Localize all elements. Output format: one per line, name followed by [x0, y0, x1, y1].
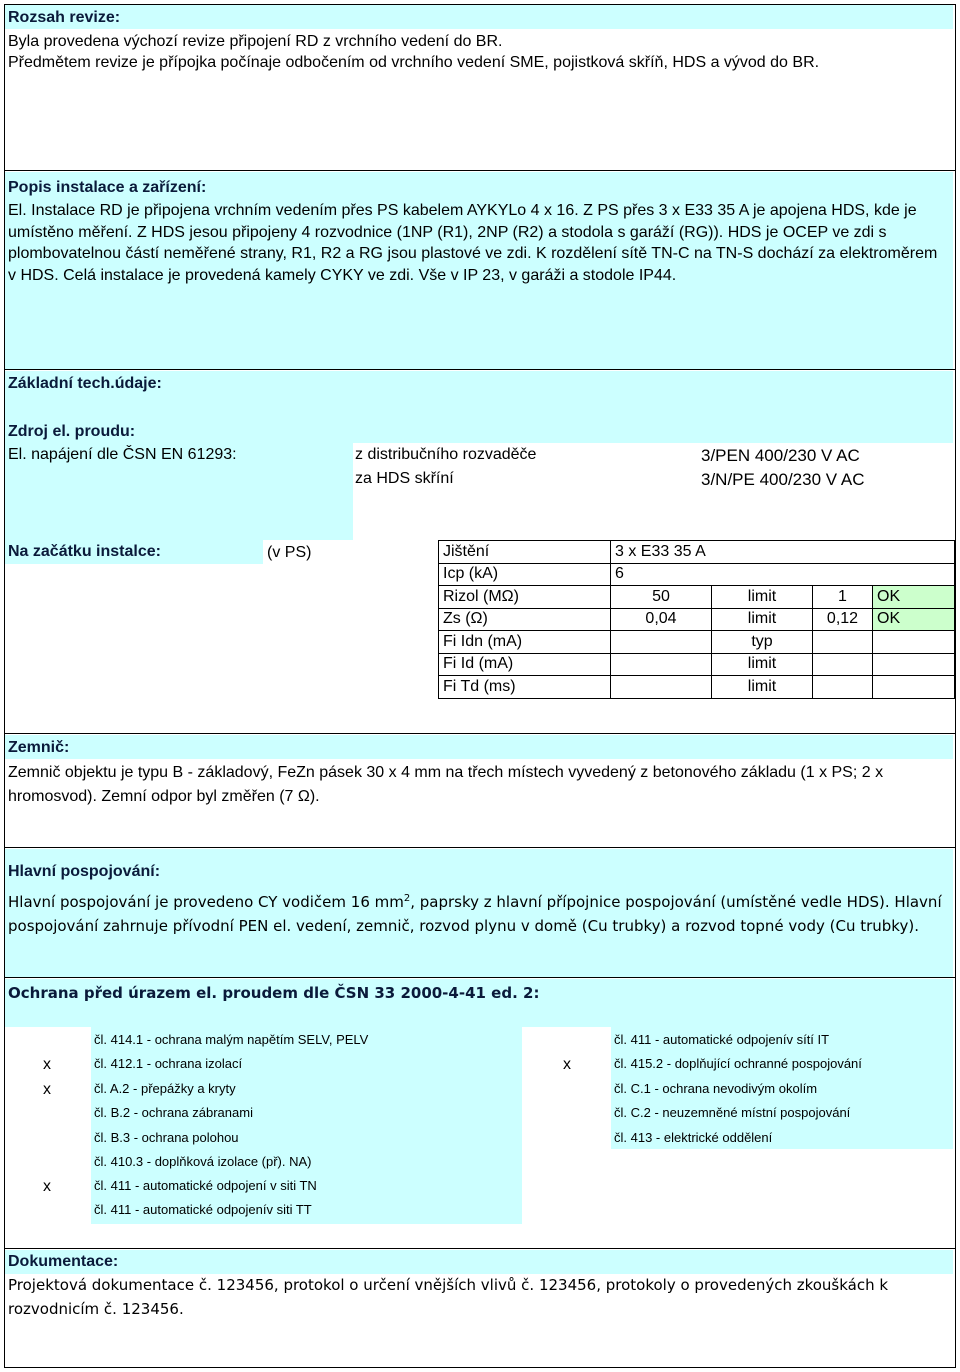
row-label: Fi Td (ms) [439, 676, 611, 699]
table-row [439, 563, 955, 586]
zacatek-heading: Na začátku instalce: [8, 543, 161, 560]
protection-item: čl. C.2 - neuzemněné místní pospojování [614, 1105, 851, 1120]
rozsah-header-band [5, 5, 953, 29]
divider [5, 1248, 955, 1249]
row-value: 0,04 [611, 608, 712, 631]
zdroj-heading: Zdroj el. proudu: [8, 423, 136, 440]
row-result [873, 676, 955, 699]
row-result [873, 631, 955, 654]
table-row [439, 541, 955, 564]
protection-item: čl. 412.1 - ochrana izolací [94, 1056, 243, 1071]
dokumentace-heading: Dokumentace: [8, 1253, 119, 1270]
table-row [439, 653, 955, 676]
row-value [611, 631, 712, 654]
row-label: Rizol (MΩ) [439, 586, 611, 609]
protection-item: čl. B.2 - ochrana zábranami [94, 1105, 253, 1120]
row-result [873, 653, 955, 676]
rozsah-line-2: Předmětem revize je přípojka počínaje odbočením od vrchního vedení SME, pojistková skříň, HDS a vývod do BR. [8, 54, 820, 71]
zemnic-text: Zemnič objektu je typu B - základový, FeZn pásek 30 x 4 mm na třech místech vyvedený z betonového základu (1 x PS; 2 x hromosvod). Zemní odpor byl změřen (7 Ω). [8, 764, 884, 805]
dokumentace-text: Projektová dokumentace č. 123456, protokol o určení vnějších vlivů č. 123456, protokoly o provedených zkouškách k rozvodnicím č. 123456. [8, 1276, 889, 1318]
protection-item: čl. 411 - automatické odpojenív sítí IT [614, 1032, 830, 1047]
pospojovani-sup: 2 [403, 893, 411, 904]
row-value: 6 [611, 563, 955, 586]
system-1: 3/PEN 400/230 V AC [701, 446, 860, 465]
napajeni-label: El. napájení dle ČSN EN 61293: [8, 446, 237, 463]
protection-item: čl. 415.2 - doplňující ochranné pospojování [614, 1056, 862, 1071]
zacatek-location: (v PS) [267, 544, 312, 561]
source-2: za HDS skříní [355, 470, 454, 487]
rozsah-heading: Rozsah revize: [8, 9, 121, 26]
zemnic-band [5, 735, 953, 759]
check-mark: x [43, 1178, 51, 1195]
row-label: Fi Id (mA) [439, 653, 611, 676]
row-kind: limit [712, 608, 813, 631]
table-row [439, 608, 955, 631]
protection-item: čl. 413 - elektrické oddělení [614, 1130, 773, 1145]
row-label: Jištění [439, 541, 611, 564]
protection-item: čl. C.1 - ochrana nevodivým okolím [614, 1081, 818, 1096]
row-limit: 0,12 [813, 608, 873, 631]
row-value [611, 653, 712, 676]
protection-item: čl. 414.1 - ochrana malým napětím SELV, PELV [94, 1032, 369, 1047]
popis-text: El. Instalace RD je připojena vrchním vedením přes PS kabelem AYKYLo 4 x 16. Z PS přes 3 x E33 35 A je apojena HDS, kde je umístěno měření. Z HDS jesou připojeny 4 rozvodnice (1NP (R1), 2NP (R2) a stodola s garáží (RG)). HDS je OCEP ve zdi s plombovatelnou částí neměřené strany, R1, R2 a RG jsou plastové ve zdi. K rozdělení sítě TN-C na TN-S dochází za elektroměrem v HDS. Celá instalace je provedená kamely CYKY ve zdi. Vše v IP 23, v garáži a stodole IP44. [8, 202, 938, 284]
measurement-table [438, 540, 955, 699]
dokumentace-band [5, 1250, 953, 1274]
popis-heading: Popis instalace a zařízení: [8, 179, 207, 196]
pospojovani-text-a: Hlavní pospojování je provedeno CY vodičem 16 mm [8, 893, 404, 911]
row-kind: limit [712, 653, 813, 676]
protection-item: čl. B.3 - ochrana polohou [94, 1130, 239, 1145]
system-2: 3/N/PE 400/230 V AC [701, 470, 865, 489]
zakladni-heading: Základní tech.údaje: [8, 375, 162, 392]
row-value: 3 x E33 35 A [611, 541, 955, 564]
table-row [439, 586, 955, 609]
pospojovani-text-b: , paprsky z hlavní přípojnice pospojování (umístěné vedle HDS). Hlavní pospojování zahrnuje přívodní PEN el. vedení, zemnič, rozvod plynu v domě (Cu trubky) a rozvod topné vody (Cu trubky). [8, 893, 942, 935]
check-mark: x [563, 1056, 571, 1073]
divider [5, 733, 955, 734]
protection-item: čl. 411 - automatické odpojenív siti TT [94, 1202, 312, 1217]
row-kind: typ [712, 631, 813, 654]
table-row [439, 631, 955, 654]
revision-report-sheet [4, 4, 956, 1368]
rozsah-line-1: Byla provedena výchozí revize připojení RD z vrchního vedení do BR. [8, 33, 503, 50]
check-mark: x [43, 1056, 51, 1073]
source-1: z distribučního rozvaděče [355, 446, 537, 463]
row-limit: 1 [813, 586, 873, 609]
row-result: OK [873, 608, 955, 631]
pospojovani-heading: Hlavní pospojování: [8, 863, 161, 880]
divider [5, 847, 955, 848]
zemnic-heading: Zemnič: [8, 739, 70, 756]
protection-item: čl. A.2 - přepážky a kryty [94, 1081, 236, 1096]
row-kind: limit [712, 586, 813, 609]
protection-item: čl. 410.3 - doplňková izolace (př). NA) [94, 1154, 312, 1169]
row-result: OK [873, 586, 955, 609]
row-limit [813, 653, 873, 676]
table-row [439, 676, 955, 699]
divider [5, 369, 955, 370]
row-label: Icp (kA) [439, 563, 611, 586]
row-kind: limit [712, 676, 813, 699]
protection-item: čl. 411 - automatické odpojení v siti TN [94, 1178, 317, 1193]
ochrana-heading: Ochrana před úrazem el. proudem dle ČSN 33 2000-4-41 ed. 2: [8, 984, 540, 1002]
divider [5, 977, 955, 978]
pospojovani-text [8, 887, 948, 938]
row-value [611, 676, 712, 699]
row-limit [813, 631, 873, 654]
row-label: Zs (Ω) [439, 608, 611, 631]
row-value: 50 [611, 586, 712, 609]
divider [5, 170, 955, 171]
check-mark: x [43, 1081, 51, 1098]
row-limit [813, 676, 873, 699]
row-label: Fi Idn (mA) [439, 631, 611, 654]
